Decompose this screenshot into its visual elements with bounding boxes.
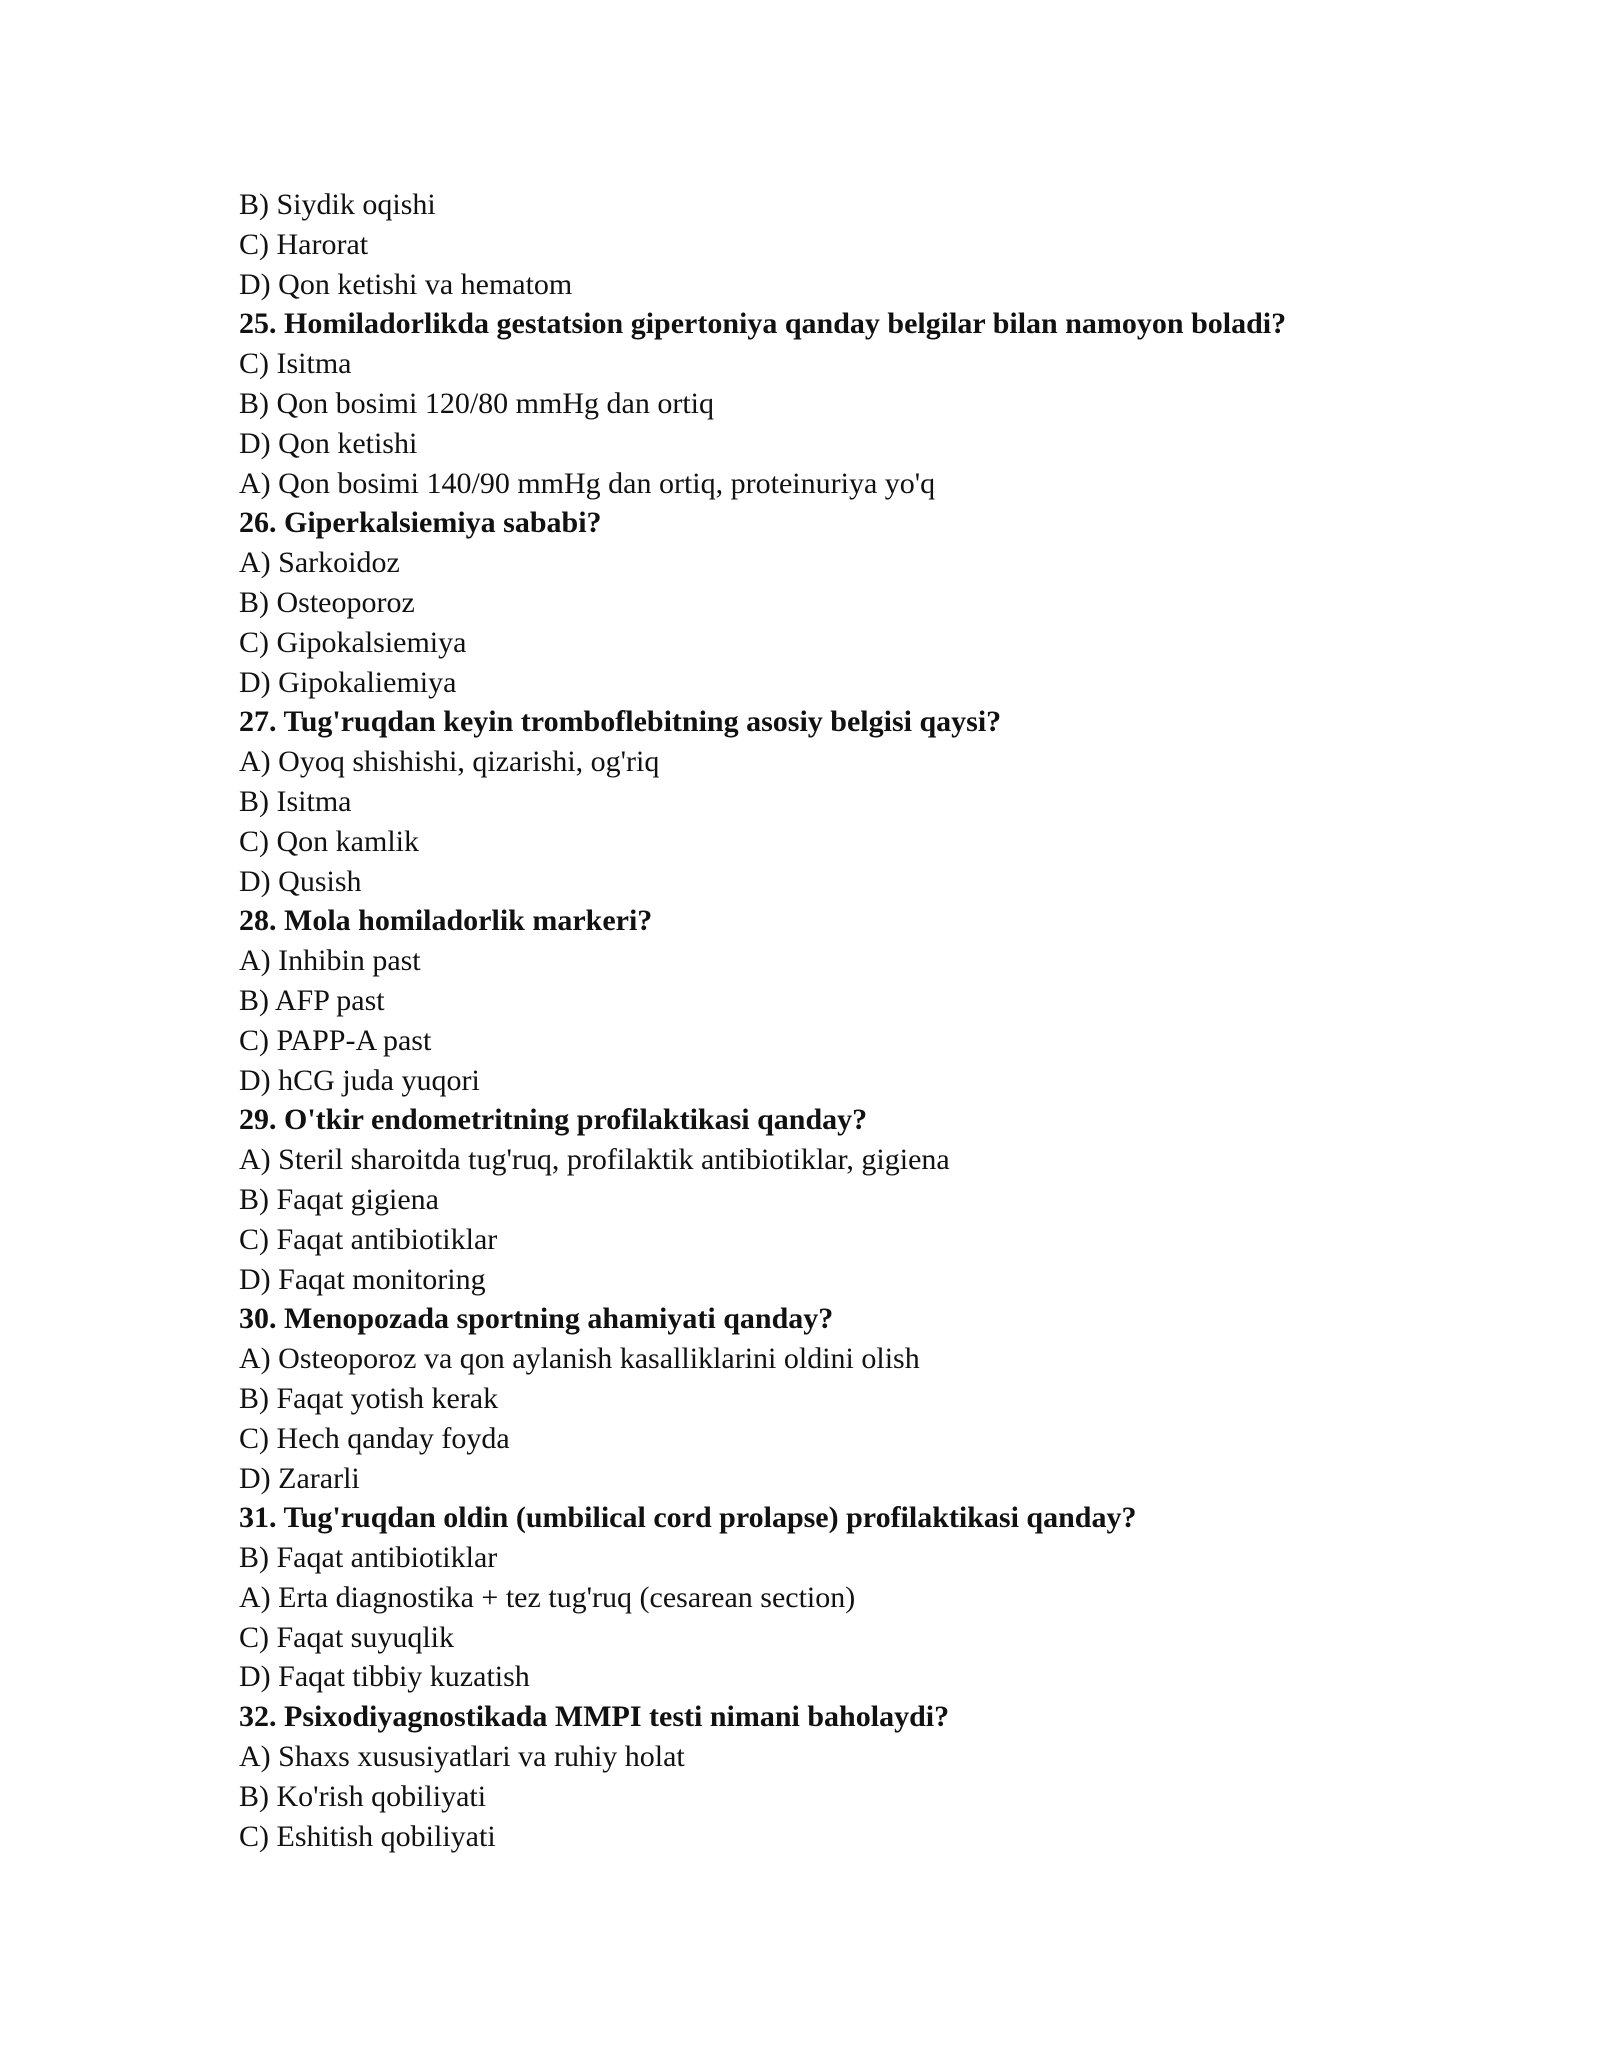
answer-option: D) Qon ketishi [239,426,418,460]
answer-option: A) Qon bosimi 140/90 mmHg dan ortiq, proteinuriya yo'q [239,466,936,500]
answer-option: C) Eshitish qobiliyati [239,1819,496,1853]
answer-option: D) Qon ketishi va hematom [239,267,573,301]
answer-option: C) Isitma [239,347,352,381]
answer-option: B) Faqat gigiena [239,1182,439,1216]
answer-option: B) Isitma [239,784,352,818]
question-heading: 27. Tug'ruqdan keyin tromboflebitning asosiy belgisi qaysi? [239,705,1002,739]
question-heading: 30. Menopozada sportning ahamiyati qanday? [239,1302,834,1336]
answer-option: A) Oyoq shishishi, qizarishi, og'riq [239,745,660,779]
question-heading: 26. Giperkalsiemiya sababi? [239,506,602,540]
question-heading: 25. Homiladorlikda gestatsion gipertoniya qanday belgilar bilan namoyon boladi? [239,307,1287,341]
answer-option: B) Qon bosimi 120/80 mmHg dan ortiq [239,386,714,420]
answer-option: A) Steril sharoitda tug'ruq, profilaktik antibiotiklar, gigiena [239,1143,950,1177]
question-heading: 32. Psixodiyagnostikada MMPI testi nimani baholaydi? [239,1700,950,1734]
answer-option: A) Erta diagnostika + tez tug'ruq (cesarean section) [239,1580,856,1614]
question-heading: 29. O'tkir endometritning profilaktikasi qanday? [239,1103,868,1137]
answer-option: B) Osteoporoz [239,585,415,619]
answer-option: A) Shaxs xususiyatlari va ruhiy holat [239,1740,685,1774]
answer-option: D) hCG juda yuqori [239,1063,480,1097]
answer-option: C) Harorat [239,227,369,261]
answer-option: C) PAPP-A past [239,1023,432,1057]
answer-option: C) Faqat suyuqlik [239,1620,454,1654]
answer-option: D) Zararli [239,1461,360,1495]
answer-option: A) Osteoporoz va qon aylanish kasalliklarini oldini olish [239,1342,920,1376]
question-heading: 28. Mola homiladorlik markeri? [239,904,653,938]
answer-option: A) Sarkoidoz [239,546,400,580]
answer-option: D) Qusish [239,864,362,898]
answer-option: D) Faqat tibbiy kuzatish [239,1660,530,1694]
answer-option: B) AFP past [239,983,385,1017]
answer-option: B) Faqat antibiotiklar [239,1541,498,1575]
answer-option: D) Faqat monitoring [239,1262,486,1296]
answer-option: B) Faqat yotish kerak [239,1381,499,1415]
answer-option: C) Qon kamlik [239,824,419,858]
answer-option: B) Ko'rish qobiliyati [239,1779,487,1813]
document-page [239,185,1439,1856]
answer-option: D) Gipokaliemiya [239,665,457,699]
answer-option: A) Inhibin past [239,944,421,978]
answer-option: C) Faqat antibiotiklar [239,1222,498,1256]
answer-option: B) Siydik oqishi [239,188,436,221]
answer-option: C) Gipokalsiemiya [239,625,467,659]
question-heading: 31. Tug'ruqdan oldin (umbilical cord prolapse) profilaktikasi qanday? [239,1501,1137,1535]
answer-option: C) Hech qanday foyda [239,1421,510,1455]
